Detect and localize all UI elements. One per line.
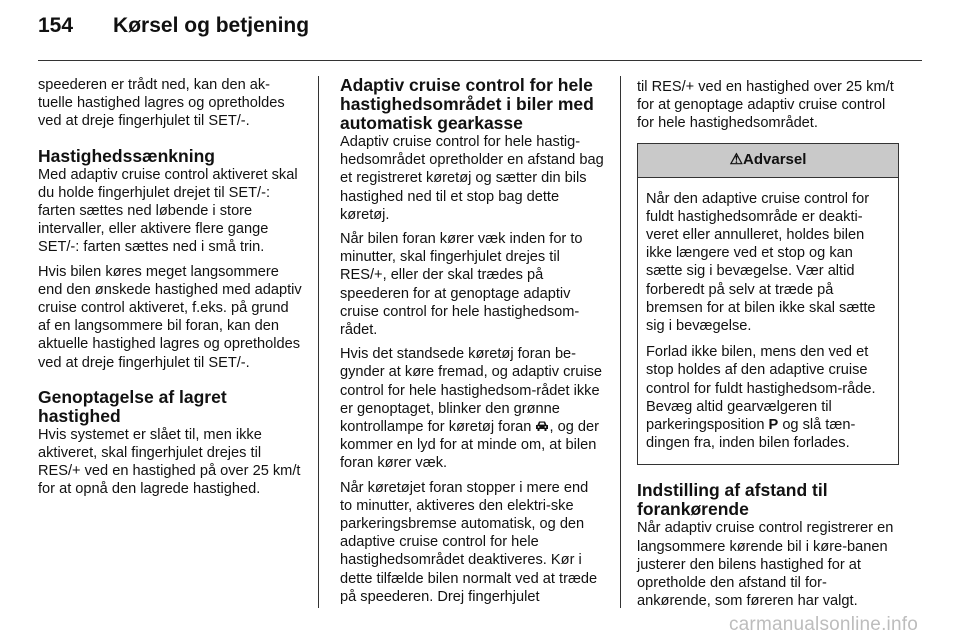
- header-divider: [38, 60, 922, 61]
- section-heading: Indstilling af afstand til forankørende: [637, 480, 828, 520]
- paragraph: Når bilen foran kører væk inden for to minutter, skal fingerhjulet drejes til RES/+, eller der skal trædes på speederen for at genoptage adaptiv cruise control for hele hastighedsom-rådet.: [340, 231, 583, 339]
- paragraph: til RES/+ ved en hastighed over 25 km/t for at genoptage adaptiv cruise control for hele hastighedsområdet.: [637, 79, 894, 132]
- warning-box: [637, 143, 899, 466]
- vehicle-ahead-icon: [535, 420, 549, 432]
- paragraph: Når køretøjet foran stopper i mere end to minutter, aktiveres den elektri-ske parkeringsbremse automatisk, og den adaptive cruise control for hele hastighedsområdet deaktiveres. Kør i dette tilfælde bilen normalt ved at træde på speederen. Drej fingerhjulet: [340, 479, 598, 605]
- paragraph: [340, 345, 604, 472]
- section-heading: Hastighedssænkning: [38, 145, 215, 166]
- gear-position-label: P: [768, 417, 779, 434]
- column-1: [38, 76, 304, 505]
- paragraph: Adaptiv cruise control for hele hastig-hedsområdet opretholder en afstand bag et registreret køretøj og sætter din bils hastighed ned til et stop bag dette køretøj.: [340, 134, 604, 223]
- column-divider-1: [318, 76, 319, 608]
- page-number: 154: [38, 14, 74, 37]
- section-heading: Adaptiv cruise control for hele hastighedsområdet i biler med automatisk gearkasse: [340, 75, 594, 133]
- column-3: [637, 78, 899, 616]
- paragraph-text: Hvis det standsede køretøj foran be-gynder at køre fremad, og adaptiv cruise control for hele hastighedsom-rådet ikke er genoptaget, blinker den grønne kontrollampe for køretøj foran: [340, 346, 603, 436]
- warning-header: [638, 144, 898, 178]
- warning-title: Advarsel: [743, 151, 807, 168]
- section-heading: Genoptagelse af lagret hastighed: [38, 386, 227, 426]
- warning-text: og slå tæn-dingen fra, inden bilen forlades.: [646, 417, 856, 452]
- column-2: [340, 76, 604, 612]
- page-header: [38, 14, 309, 50]
- paragraph: speederen er trådt ned, kan den ak-tuelle hastighed lagres og opretholdes ved at dreje fingerhjulet til SET/-.: [38, 77, 285, 130]
- paragraph-text: , og der kommer en lyd for at minde om, at bilen foran kører væk.: [340, 419, 599, 472]
- page-title: Kørsel og betjening: [113, 14, 310, 37]
- column-divider-2: [620, 76, 621, 608]
- warning-body: [638, 178, 898, 465]
- warning-icon: ⚠: [729, 151, 744, 168]
- paragraph: Hvis bilen køres meget langsommere end den ønskede hastighed med adaptiv cruise control aktiveret, f.eks. på grund af en langsommere bil foran, kan den aktuelle hastighed lagres og opretholdes ved at dreje fingerhjulet til SET/-.: [38, 263, 302, 371]
- warning-text: Forlad ikke bilen, mens den ved et stop holdes af den adaptive cruise control for fuldt hastighedsom-råde. Bevæg altid gearvælgeren til parkeringsposition: [646, 344, 876, 434]
- warning-paragraph: [646, 343, 892, 452]
- paragraph: Når adaptiv cruise control registrerer en langsommere kørende bil i køre-banen justerer den bilens hastighed for at opretholde den afstand til for-ankørende, som føreren har valgt.: [637, 520, 894, 610]
- paragraph: Hvis systemet er slået til, men ikke aktiveret, skal fingerhjulet drejes til RES/+ ved en hastighed på over 25 km/t for at opnå den lagrede hastighed.: [38, 426, 301, 498]
- paragraph: Med adaptiv cruise control aktiveret skal du holde fingerhjulet drejet til SET/-: farten sættes ned løbende i store intervaller, eller aktivere flere gange SET/-: farten sættes ned i små trin.: [38, 166, 298, 256]
- warning-paragraph: Når den adaptive cruise control for fuldt hastighedsområde er deakti-veret eller annulleret, holdes bilen ikke længere ved et stop og kan sætte sig i bevægelse. Vær altid forberedt på selv at træde på bremsen for at bilen ikke skal sætte sig i bevægelse.: [646, 190, 876, 335]
- watermark: carmanualsonline.info: [728, 614, 918, 635]
